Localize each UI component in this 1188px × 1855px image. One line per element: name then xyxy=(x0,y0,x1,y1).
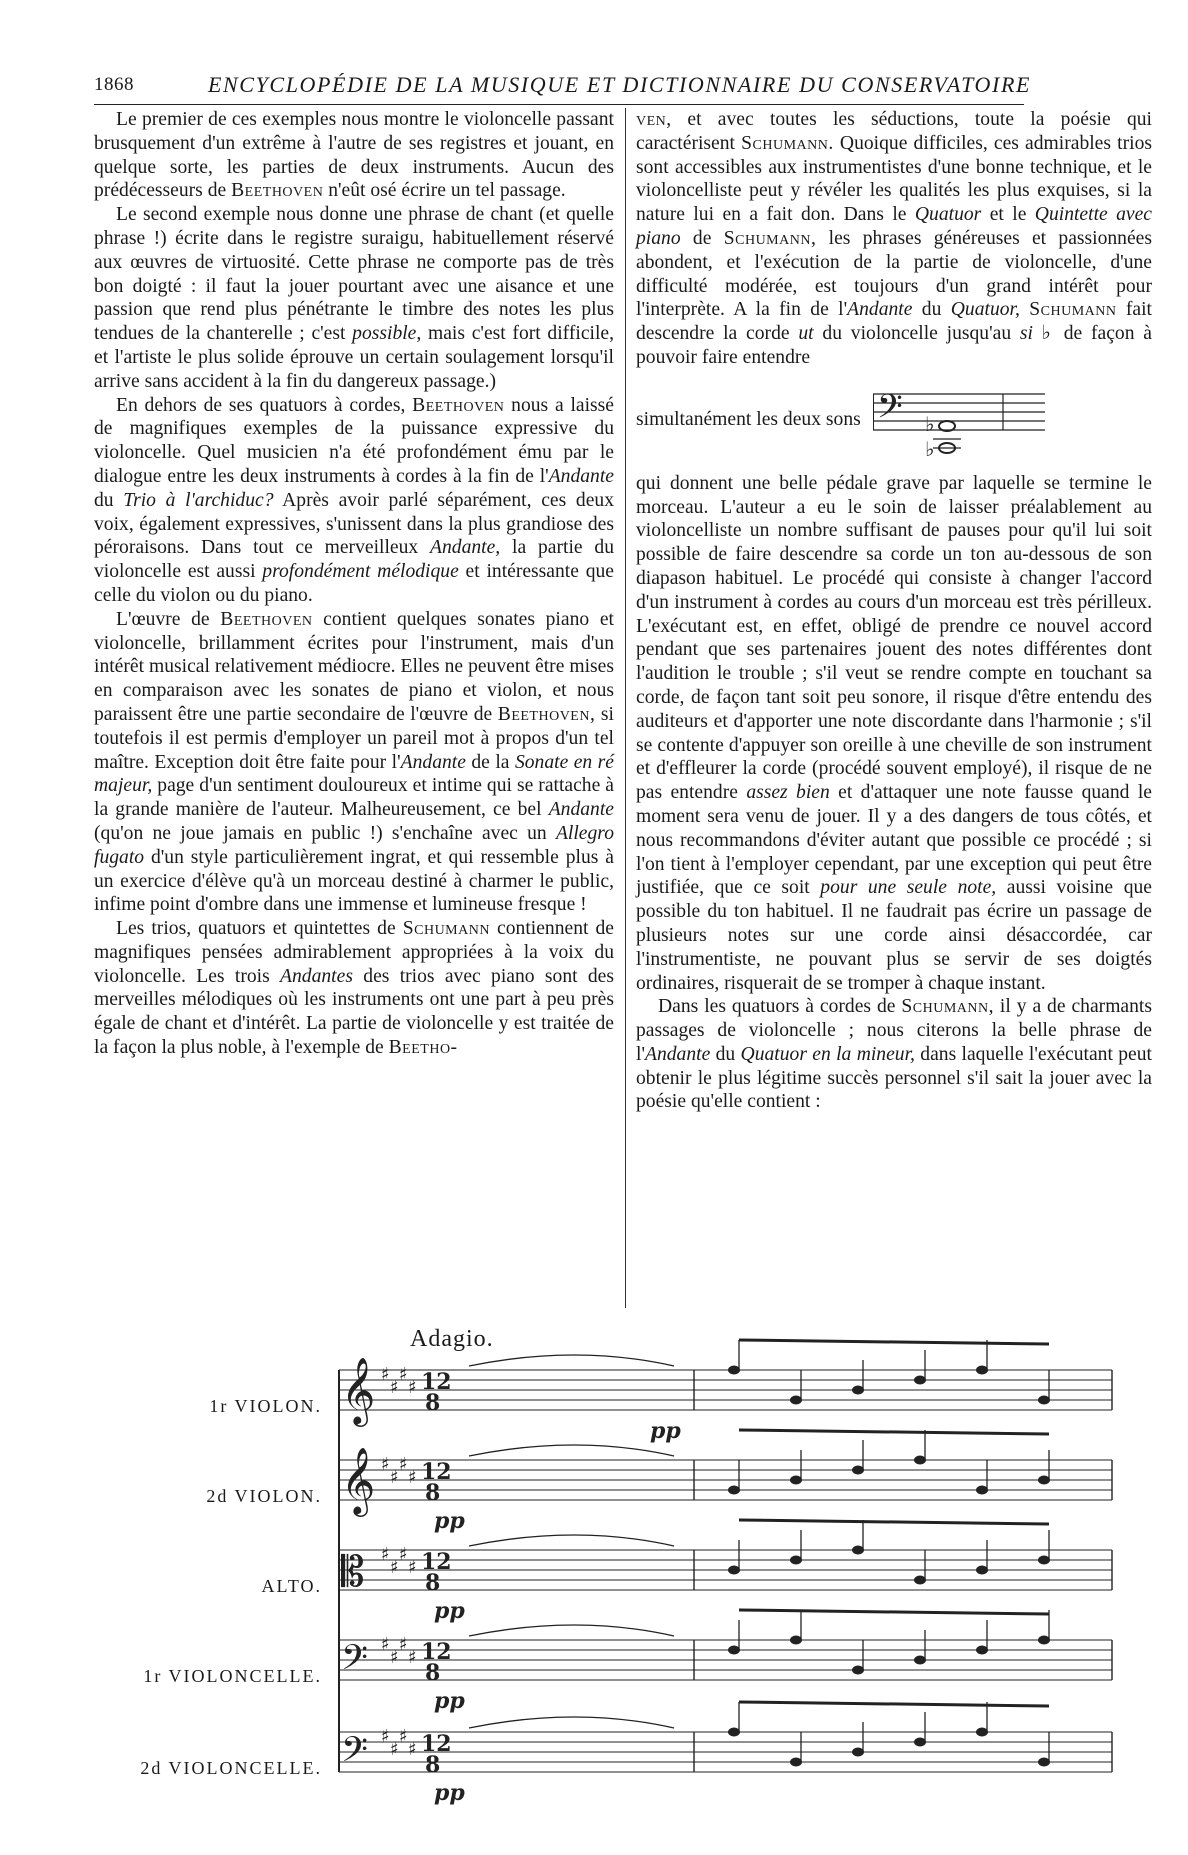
clef: 𝄞 xyxy=(341,1356,376,1424)
time-signature-numerator: 12 xyxy=(421,1549,452,1575)
dynamic-marking: pp xyxy=(434,1688,465,1714)
dynamic-marking: pp xyxy=(650,1418,681,1444)
paragraph: L'œuvre de Beethoven contient quelques sonates piano et violoncelle, brillamment écrites pour l'instrument, mais d'un intérêt musical relativement médiocre. Elles ne peuvent être mises en comparaison avec les sonates de piano et violon, et nous paraissent être une partie secondaire de l'œuvre de Beethoven, si toutefois il est permis d'employer un pareil mot à propos d'un tel maître. Exception doit être faite pour l'Andante de la Sonate en ré majeur, page d'un sentiment douloureux et intime qui se rattache à la grande manière de l'auteur. Malheureusement, ce bel Andante (qu'on ne joue jamais en public !) s'enchaîne avec un Allegro fugato d'un style particulièrement ingrat, et qui ressemble plus à un exercice d'élève qu'à un morceau destiné à charmer le public, infime point d'ombre dans une immense et lumineuse fresque ! xyxy=(94,608,614,916)
key-sharp: ♯ xyxy=(390,1377,399,1398)
slur xyxy=(469,1355,674,1366)
key-sharp: ♯ xyxy=(381,1364,390,1385)
note-head xyxy=(790,1396,802,1405)
paragraph: Dans les quatuors à cordes de Schumann, il y a de charmants passages de violoncelle ; nous citerons la belle phrase de l'Andante du Quatuor en la mineur, dans laquelle l'exécutant peut obtenir le plus légitime succès personnel s'il sait la jouer avec la poésie qu'elle contient : xyxy=(636,996,1152,1113)
slur xyxy=(469,1625,674,1636)
svg-text:♭: ♭ xyxy=(924,436,935,456)
note-head xyxy=(976,1566,988,1575)
note-head xyxy=(852,1666,864,1675)
note-head xyxy=(728,1728,740,1737)
note-head xyxy=(914,1738,926,1747)
beam xyxy=(739,1610,1049,1614)
dynamic-marking: pp xyxy=(434,1508,465,1534)
note-head xyxy=(790,1556,802,1565)
inline-music-example xyxy=(636,384,1152,456)
bass-clef-example xyxy=(873,384,1045,456)
svg-text:𝄢: 𝄢 xyxy=(876,387,903,434)
key-sharp: ♯ xyxy=(408,1647,417,1668)
paragraph: En dehors de ses quatuors à cordes, Beethoven nous a laissé de magnifiques exemples de la puissance expressive du violoncelle. Quel musicien n'a été profondément ému par le dialogue entre les deux instruments à cordes à la fin de l'Andante du Trio à l'archiduc? Après avoir parlé séparément, ces deux voix, également expressives, s'unissent dans la plus grandiose des péroraisons. Dans tout ce merveilleux Andante, la partie du violoncelle est aussi profondément mélodique et intéressante que celle du violon ou du piano. xyxy=(94,394,614,606)
slur xyxy=(469,1717,674,1728)
clef: 𝄞 xyxy=(341,1446,376,1514)
key-sharp: ♯ xyxy=(381,1544,390,1565)
key-sharp: ♯ xyxy=(390,1647,399,1668)
dynamic-marking: pp xyxy=(434,1598,465,1624)
clef: 𝄡 xyxy=(341,1547,365,1596)
tempo-marking: Adagio. xyxy=(410,1326,494,1352)
time-signature-denominator: 8 xyxy=(425,1390,441,1416)
note-head xyxy=(1038,1396,1050,1405)
note-head xyxy=(914,1376,926,1385)
note-head xyxy=(914,1656,926,1665)
paragraph: Les trios, quatuors et quintettes de Schumann contiennent de magnifiques pensées admirablement appropriées à la voix du violoncelle. Les trois Andantes des trios avec piano sont des merveilles mélodiques où les instruments ont une part à peu près égale de chant et d'intérêt. La partie de violoncelle y est traitée de la façon la plus noble, à l'exemple de Beetho- xyxy=(94,918,614,1059)
note-head xyxy=(728,1366,740,1375)
score-staves xyxy=(94,1330,1154,1830)
note-head xyxy=(852,1748,864,1757)
key-sharp: ♯ xyxy=(399,1544,408,1565)
note-head xyxy=(790,1476,802,1485)
time-signature-numerator: 12 xyxy=(421,1639,452,1665)
note-head xyxy=(790,1636,802,1645)
time-signature-numerator: 12 xyxy=(421,1369,452,1395)
beam xyxy=(739,1430,1049,1434)
time-signature-numerator: 12 xyxy=(421,1459,452,1485)
note-head xyxy=(976,1366,988,1375)
key-sharp: ♯ xyxy=(381,1726,390,1747)
beam xyxy=(739,1520,1049,1524)
note-head xyxy=(1038,1556,1050,1565)
slur xyxy=(469,1445,674,1456)
column-divider xyxy=(625,108,626,1308)
beam xyxy=(739,1702,1049,1706)
left-column xyxy=(94,108,614,1060)
key-sharp: ♯ xyxy=(408,1377,417,1398)
paragraph: Le premier de ces exemples nous montre le violoncelle passant brusquement d'un extrême à l'autre de ses registres et jouant, en quelque sorte, les parties de deux instruments. Aucun des prédécesseurs de Beethoven n'eût osé écrire un tel passage. xyxy=(94,109,614,202)
note-head xyxy=(1038,1476,1050,1485)
score-example xyxy=(94,1326,1154,1830)
instrument-label-violin-2: 2d VIOLON. xyxy=(206,1486,322,1506)
key-sharp: ♯ xyxy=(399,1364,408,1385)
note-head xyxy=(728,1646,740,1655)
instrument-label-viola: ALTO. xyxy=(261,1576,322,1596)
right-column xyxy=(636,108,1152,1114)
instrument-label-cello-1: 1r VIOLONCELLE. xyxy=(143,1666,322,1686)
paragraph: qui donnent une belle pédale grave par laquelle se termine le morceau. L'auteur a eu le soin de laisser préalablement au violoncelliste un nombre suffisant de pauses pour qu'il lui soit possible de faire descendre sa corde un ton au-dessous de son diapason habituel. Le procédé qui consiste à changer l'accord d'un instrument à cordes au cours d'un morceau est très périlleux. L'exécutant est, en effet, obligé de prendre ce nouvel accord pendant que ses partenaires jouent des notes différentes dont l'audition le trouble ; s'il veut se rendre compte en touchant sa corde, de façon tant soit peu sonore, il risque d'être entendu des auditeurs et d'apporter une note discordante dans l'harmonie ; s'il se contente d'appuyer son oreille à une cheville de son instrument et d'effleurer la corde (procédé souvent employé), il risque de ne pas entendre assez bien et d'attaquer une note fausse quand le moment sera venu de jouer. Il y a des dangers de tous côtés, et nous recommandons d'éviter autant que possible ce procédé ; si l'on tient à l'employer cependant, par une exception qui peut être justifiée, que ce soit pour une seule note, aussi voisine que possible du ton habituel. Il ne faudrait pas écrire un passage de plusieurs notes sur une corde ainsi désaccordée, car l'instrumentiste, ne pouvant plus se servir de ses doigtés ordinaires, risquerait de se tromper à chaque instant. xyxy=(636,472,1152,994)
key-sharp: ♯ xyxy=(381,1454,390,1475)
clef: 𝄢 xyxy=(341,1637,369,1686)
key-sharp: ♯ xyxy=(381,1634,390,1655)
key-sharp: ♯ xyxy=(408,1739,417,1760)
note-head xyxy=(914,1576,926,1585)
key-sharp: ♯ xyxy=(408,1557,417,1578)
note-head xyxy=(790,1758,802,1767)
instrument-label-cello-2: 2d VIOLONCELLE. xyxy=(140,1758,322,1778)
dynamic-marking: pp xyxy=(434,1780,465,1806)
note-head xyxy=(852,1466,864,1475)
svg-text:♭: ♭ xyxy=(924,411,935,436)
simultaneous-label: simultanément les deux sons xyxy=(636,408,861,430)
key-sharp: ♯ xyxy=(390,1557,399,1578)
note-head xyxy=(852,1386,864,1395)
note-head xyxy=(1038,1758,1050,1767)
paragraph: ven, et avec toutes les séductions, toute la poésie qui caractérisent Schumann. Quoique difficiles, ces admirables trios sont accessibles aux instrumentistes d'une bonne technique, et le violoncelliste peut y révéler les qualités les plus exquises, si la nature lui en a fait don. Dans le Quatuor et le Quintette avec piano de Schumann, les phrases généreuses et passionnées abondent, et l'exécution de la partie de violoncelle, d'une difficulté modérée, est toujours d'un grand intérêt pour l'interprète. A la fin de l'Andante du Quatuor, Schumann fait descendre la corde ut du violoncelle jusqu'au si ♭ de façon à pouvoir faire entendre xyxy=(636,109,1153,368)
time-signature-numerator: 12 xyxy=(421,1731,452,1757)
note-head xyxy=(728,1566,740,1575)
key-sharp: ♯ xyxy=(399,1454,408,1475)
time-signature-denominator: 8 xyxy=(425,1752,441,1778)
instrument-label-violin-1: 1r VIOLON. xyxy=(209,1396,322,1416)
time-signature-denominator: 8 xyxy=(425,1480,441,1506)
key-sharp: ♯ xyxy=(390,1739,399,1760)
time-signature-denominator: 8 xyxy=(425,1570,441,1596)
key-sharp: ♯ xyxy=(408,1467,417,1488)
key-sharp: ♯ xyxy=(399,1634,408,1655)
page-number: 1868 xyxy=(94,74,134,95)
key-sharp: ♯ xyxy=(399,1726,408,1747)
note-head xyxy=(976,1646,988,1655)
slur xyxy=(469,1535,674,1546)
note-head xyxy=(852,1546,864,1555)
note-head xyxy=(1038,1636,1050,1645)
clef: 𝄢 xyxy=(341,1729,369,1778)
time-signature-denominator: 8 xyxy=(425,1660,441,1686)
note-head xyxy=(976,1486,988,1495)
note-head xyxy=(728,1486,740,1495)
key-sharp: ♯ xyxy=(390,1467,399,1488)
note-head xyxy=(976,1728,988,1737)
note-head xyxy=(914,1456,926,1465)
paragraph: Le second exemple nous donne une phrase de chant (et quelle phrase !) écrite dans le registre suraigu, habituellement réservé aux œuvres de virtuosité. Cette phrase ne comporte pas de très bon doigté : il faut la jouer pourtant avec une aisance et une passion que rend plus pénétrante le timbre des notes les plus tendues de la chanterelle ; c'est possible, mais c'est fort difficile, et l'artiste le plus solide éprouve un certain soulagement lorsqu'il arrive sans accident à la fin du dangereux passage.) xyxy=(94,204,614,392)
page-header xyxy=(94,70,1032,105)
beam xyxy=(739,1340,1049,1344)
running-title: ENCYCLOPÉDIE DE LA MUSIQUE ET DICTIONNAIRE DU CONSERVATOIRE xyxy=(208,72,1032,97)
